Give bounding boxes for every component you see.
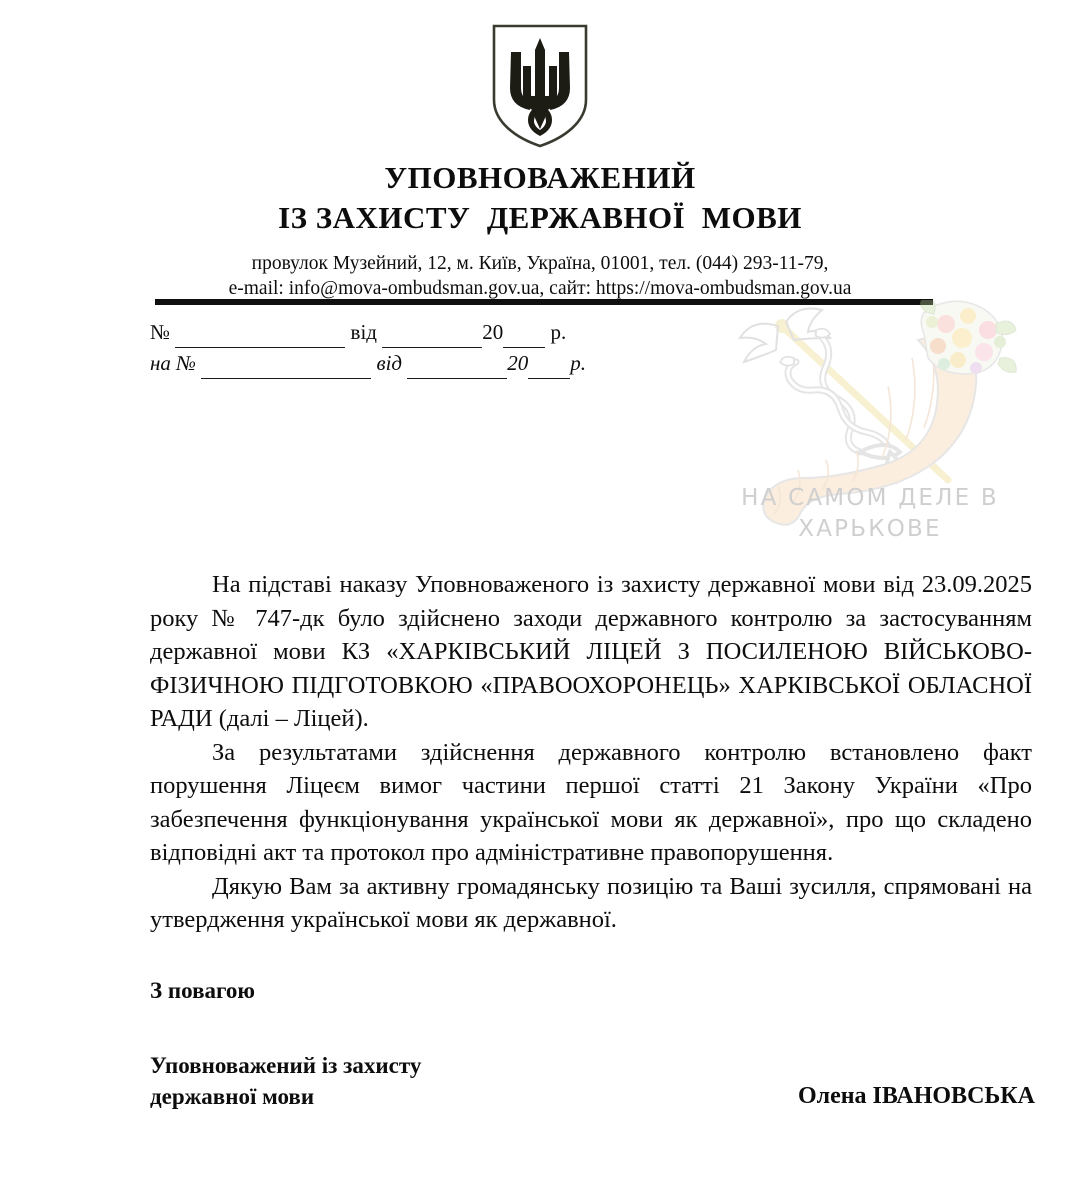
- year-prefix: 20: [482, 320, 504, 344]
- watermark-text: [700, 483, 1040, 545]
- website-link[interactable]: https://mova-ombudsman.gov.ua: [595, 278, 852, 299]
- number-input-blank[interactable]: [175, 330, 345, 348]
- body-paragraph-3: Дякую Вам за активну громадянську позицію та Ваші зусилля, спрямовані на утвердження української мови як державної.: [150, 872, 1032, 933]
- signatory-name: Олена ІВАНОВСЬКА: [797, 1083, 1035, 1109]
- body-paragraph-1: На підставі наказу Уповноваженого із захисту державної мови від 23.09.2025 року № 747-дк було здійснено заходи державного контролю за застосуванням державної мови КЗ «ХАРКІВСЬКИЙ ЛІЦЕЙ З ПОСИЛЕНОЮ ВІЙСЬКОВО-ФІЗИЧНОЮ ПІДГОТОВКОЮ «ПРАВООХОРОНЕЦЬ» ХАРКІВСЬКОЇ ОБЛАСНОЇ РАДИ (далі – Ліцей).: [150, 571, 1032, 732]
- closing-salutation: З повагою: [150, 978, 255, 1003]
- year-input-blank[interactable]: [503, 330, 545, 348]
- reference-fields: [150, 317, 770, 379]
- incoming-reference-row: [150, 348, 770, 379]
- outgoing-reference-row: [150, 317, 770, 348]
- signatory-role-line-1: Уповноважений із захисту: [150, 1053, 422, 1078]
- reply-number-label: на №: [150, 351, 196, 375]
- website-label: , сайт:: [539, 278, 596, 299]
- letterhead-address: [0, 251, 1080, 301]
- signatory-role: [150, 1050, 421, 1112]
- reply-year-input-blank[interactable]: [528, 361, 570, 379]
- title-line-2: ІЗ ЗАХИСТУ ДЕРЖАВНОЇ МОВИ: [278, 200, 802, 235]
- reply-date-input-blank[interactable]: [407, 361, 507, 379]
- body-paragraph-2: За результатами здійснення державного контролю встановлено факт порушення Ліцеєм вимог частини першої статті 21 Закону України «Про забезпечення функціонування української мови як державної», про що складено відповідні акт та протокол про адміністративне правопорушення.: [150, 738, 1032, 866]
- year-suffix: р.: [550, 320, 567, 344]
- email-link[interactable]: info@mova-ombudsman.gov.ua: [288, 278, 540, 299]
- signature-block: [150, 976, 1035, 1112]
- reply-number-input-blank[interactable]: [201, 361, 371, 379]
- coat-of-arms-container: [0, 22, 1080, 153]
- ukrainian-trident-icon: [486, 22, 594, 148]
- watermark-line-1: НА САМОМ ДЕЛЕ В: [741, 485, 999, 511]
- signature-row: [150, 1050, 1035, 1112]
- email-label: e-mail:: [228, 278, 289, 299]
- header-divider: [155, 299, 933, 305]
- postal-address-line: провулок Музейний, 12, м. Київ, Україна, 01001, тел. (044) 293-11-79,: [251, 253, 829, 274]
- signatory-role-line-2: державної мови: [150, 1084, 315, 1109]
- reply-year-prefix: 20: [507, 351, 529, 375]
- watermark-line-2: ХАРЬКОВЕ: [798, 516, 942, 542]
- date-label: від: [350, 320, 377, 344]
- contact-line: [0, 276, 1080, 301]
- reply-year-suffix: р.: [570, 351, 587, 375]
- letterhead-title: [0, 158, 1080, 238]
- date-input-blank[interactable]: [382, 330, 482, 348]
- number-label: №: [150, 320, 171, 344]
- letter-body: [150, 568, 1032, 937]
- reply-date-label: від: [376, 351, 403, 375]
- title-line-1: УПОВНОВАЖЕНИЙ: [384, 160, 696, 195]
